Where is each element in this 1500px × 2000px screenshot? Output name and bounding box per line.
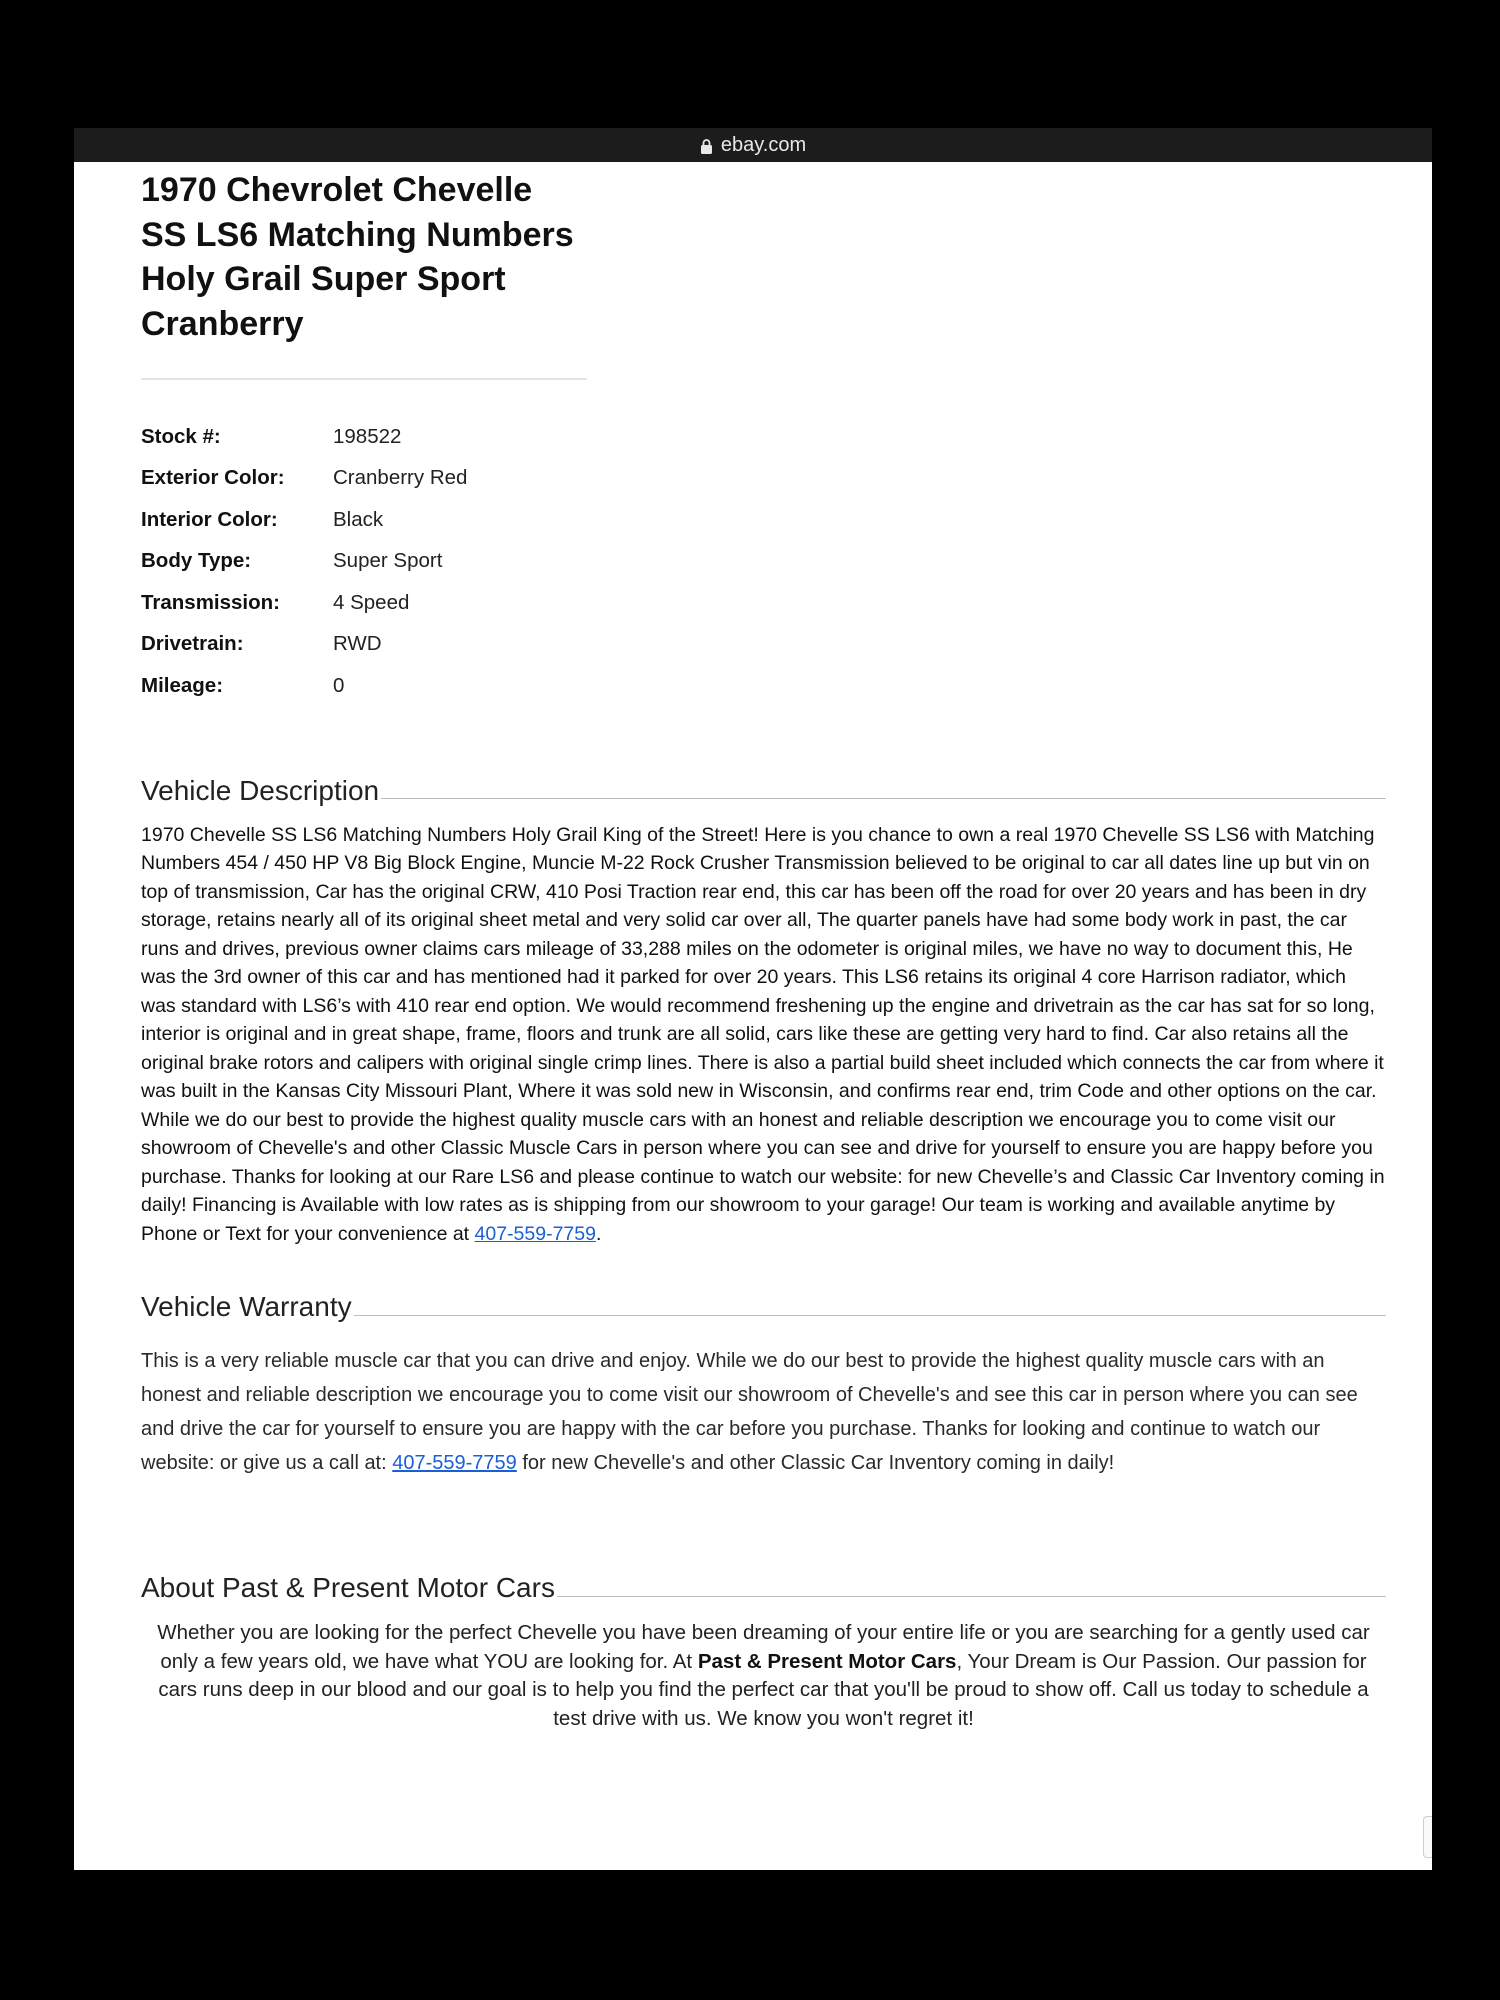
spec-value: Cranberry Red <box>333 466 468 490</box>
vehicle-warranty-text <box>141 1344 1386 1480</box>
description-body: 1970 Chevelle SS LS6 Matching Numbers Holy Grail King of the Street! Here is you chance to own a real 1970 Chevelle SS LS6 with Matching Numbers 454 / 450 HP V8 Big Block Engine, Muncie M-22 Rock Crusher Transmission believed to be original to car all dates line up but vin on top of transmission, Car has the original CRW, 410 Posi Traction rear end, this car has been off the road for over 20 years and has been in dry storage, retains nearly all of its original sheet metal and very solid car over all, The quarter panels have had some body work in past, the car runs and drives, previous owner claims cars mileage of 33,288 miles on the odometer is original miles, we have no way to document this, He was the 3rd owner of this car and has mentioned had it parked for over 20 years. This LS6 retains its original 4 core Harrison radiator, which was standard with LS6’s with 410 rear end option. We would recommend freshening up the engine and drivetrain as the car has sat for so long, interior is original and in great shape, frame, floors and trunk are all solid, cars like these are getting very hard to find. Car also retains all the original brake rotors and calipers with original single crimp lines. There is also a partial build sheet included which connects the car from where it was built in the Kansas City Missouri Plant, Where it was sold new in Wisconsin, and confirms rear end, trim Code and other options on the car. While we do our best to provide the highest quality muscle cars with an honest and reliable description we encourage you to come visit our showroom of Chevelle's and other Classic Muscle Cars in person where you can see and drive for yourself to ensure you are happy before you purchase. Thanks for looking at our Rare LS6 and please continue to watch our website: for new Chevelle’s and Classic Car Inventory coming in daily! Financing is Available with low rates as is shipping from our showroom to your garage! Our team is working and available anytime by Phone or Text for your convenience at <box>141 823 1385 1245</box>
spec-label: Stock #: <box>141 424 221 448</box>
spec-row-interior-color <box>141 499 1386 541</box>
vehicle-description-text <box>141 821 1386 1249</box>
spec-label: Body Type: <box>141 549 252 573</box>
spec-row-transmission <box>141 582 1386 624</box>
section-divider <box>557 1596 1386 1597</box>
spec-row-body-type <box>141 541 1386 583</box>
phone-link[interactable]: 407-559-7759 <box>392 1452 517 1474</box>
browser-address-bar[interactable] <box>74 128 1432 162</box>
listing-title: 1970 Chevrolet Chevelle SS LS6 Matching Numbers Holy Grail Super Sport Cranberry <box>141 171 574 343</box>
dealer-name: Past & Present Motor Cars <box>697 1649 957 1673</box>
section-heading-text: Vehicle Warranty <box>141 1291 352 1322</box>
about-dealer-text <box>141 1619 1386 1733</box>
listing-content <box>141 162 1386 1733</box>
spec-row-mileage <box>141 665 1386 707</box>
spec-value: Super Sport <box>333 549 443 573</box>
spec-row-exterior-color <box>141 458 1386 500</box>
browser-domain: ebay.com <box>720 133 807 156</box>
vehicle-description-heading <box>141 774 1386 808</box>
spec-value: Black <box>333 507 384 531</box>
warranty-body: This is a very reliable muscle car that you can drive and enjoy. While we do our best to provide the highest quality muscle cars with an honest and reliable description we encourage you to come visit our showroom of Chevelle's and see this car in person where you can see and drive the car for yourself to ensure you are happy with the car before you purchase. Thanks for looking and continue to watch our website: or give us a call at: <box>141 1350 1358 1474</box>
warranty-body-end: for new Chevelle's and other Classic Car Inventory coming in daily! <box>522 1452 1115 1474</box>
section-heading-text: About Past & Present Motor Cars <box>141 1572 555 1603</box>
about-body: Whether you are looking for the perfect Chevelle you have been dreaming of your entire life or you are searching for a gently used car only a few years old, we have what YOU are looking for. At <box>157 1621 1370 1673</box>
lock-icon <box>700 139 713 154</box>
spec-label: Interior Color: <box>141 507 278 531</box>
spec-label: Transmission: <box>141 590 280 614</box>
section-heading-text: Vehicle Description <box>141 774 380 806</box>
spec-value: 4 Speed <box>333 590 410 614</box>
title-divider <box>141 378 587 380</box>
spec-value: RWD <box>333 632 382 656</box>
section-divider <box>381 798 1386 799</box>
section-divider <box>354 1315 1386 1316</box>
page-edge-handle[interactable] <box>1423 1816 1432 1858</box>
about-dealer-heading <box>141 1571 1386 1605</box>
spec-value: 198522 <box>333 424 402 448</box>
spec-row-stock <box>141 416 1386 458</box>
phone-link[interactable]: 407-559-7759 <box>474 1222 596 1245</box>
description-end: . <box>595 1222 602 1245</box>
spec-row-drivetrain <box>141 624 1386 666</box>
spec-table <box>141 416 1386 707</box>
listing-page <box>74 162 1432 1870</box>
vehicle-warranty-heading <box>141 1290 1386 1324</box>
about-body-end: , Your Dream is Our Passion. Our passion for cars runs deep in our blood and our goal is to help you find the perfect car that you'll be proud to show off. Call us today to schedule a test drive with us. We know you won't regret it! <box>158 1649 1369 1730</box>
spec-label: Mileage: <box>141 673 224 697</box>
spec-value: 0 <box>333 673 345 697</box>
spec-label: Exterior Color: <box>141 466 285 490</box>
spec-label: Drivetrain: <box>141 632 244 656</box>
